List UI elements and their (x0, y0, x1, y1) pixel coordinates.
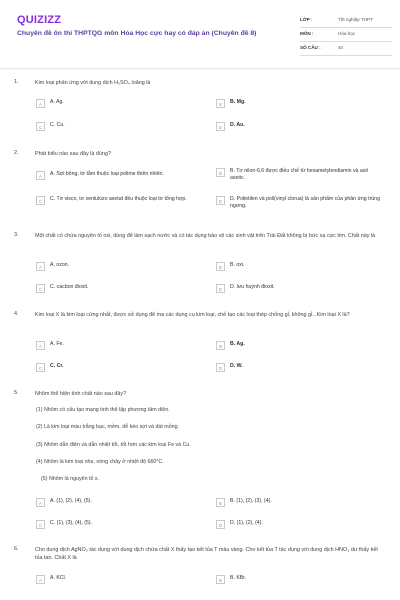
option-a[interactable] (36, 98, 196, 110)
option-d[interactable] (216, 195, 381, 211)
option-text: C. Cr. (50, 363, 64, 369)
meta-row-subject (300, 28, 392, 42)
meta-label: MÔN : (300, 31, 314, 36)
option-letter-box: A (36, 498, 45, 507)
meta-label: SỐ CÂU : (300, 45, 321, 50)
option-d[interactable] (216, 121, 376, 133)
meta-row-count (300, 42, 392, 56)
meta-value: 40 (338, 45, 344, 50)
meta-value: Hóa học (338, 31, 356, 36)
option-a[interactable] (36, 574, 196, 586)
question-text: Kim loại phản ứng với dung dịch H₂SO₄ loãng là (35, 80, 151, 86)
question-2 (14, 150, 386, 225)
option-text: B. Ag. (230, 341, 245, 347)
option-c[interactable] (36, 283, 196, 295)
option-d[interactable] (216, 283, 376, 295)
meta-panel (300, 14, 392, 56)
option-b[interactable] (216, 497, 376, 509)
statement-3: (3) Nhôm dẫn điện và dẫn nhiệt tốt, tốt hơn các kim loại Fe và Cu. (36, 442, 191, 448)
question-text: Một chất có chứa nguyên tố oxi, dùng để làm sạch nước và có tác dụng bảo vệ các sinh vật trên Trái Đất không bị bức xạ cực tím. Chất này là (35, 233, 376, 239)
option-letter-box: C (36, 122, 45, 131)
option-c[interactable] (36, 121, 196, 133)
question-6 (14, 546, 386, 596)
option-b[interactable] (216, 167, 381, 183)
question-number: 4. (14, 311, 19, 317)
option-text: C. (1), (3), (4), (5). (50, 520, 93, 526)
option-text: B. (1), (2), (3), (4). (230, 498, 272, 504)
option-text: D. Au. (230, 122, 245, 128)
statement-1: (1) Nhôm có cấu tạo mạng tinh thể lập phương tâm diện. (36, 407, 170, 413)
header-divider (0, 68, 400, 69)
option-text: A. Sợi bông, tơ tằm thuộc loại polime thiên nhiên. (50, 171, 164, 177)
option-letter-box: D (216, 284, 225, 293)
question-text: Phát biểu nào sau đây là đúng? (35, 151, 111, 157)
option-text: D. (1), (2), (4). (230, 520, 263, 526)
quizizz-logo: QUIZIZZ (17, 14, 62, 26)
option-letter-box: C (36, 284, 45, 293)
option-a[interactable] (36, 170, 216, 186)
question-text: Cho dung dịch AgNO₃ tác dụng với dung dịch chứa chất X thấy tạo kết tủa T màu vàng. Cho kết tủa T tác dụng với dung dịch HNO₃ dư thấy kết tủa tan. Chất X là (35, 547, 378, 561)
question-1 (14, 79, 386, 139)
question-number: 5. (14, 390, 19, 396)
question-text: Nhôm thể hiện tính chất nào sau đây? (35, 391, 127, 397)
question-text: Kim loại X là kim loại cứng nhất, được sử dụng để mạ các dụng cụ kim loại, chế tạo các loại thép chống gỉ, không gỉ...Kim loại X là? (35, 312, 350, 318)
option-letter-box: D (216, 196, 225, 205)
option-text: C. Cu. (50, 122, 65, 128)
statement-2: (2) Là kim loại màu trắng bạc, mềm, dễ kéo sợi và dát mỏng. (36, 424, 180, 430)
option-b[interactable] (216, 340, 376, 352)
option-text: A. KCl. (50, 575, 67, 581)
option-letter-box: B (216, 575, 225, 584)
option-text: B. KBr. (230, 575, 247, 581)
option-text: A. Ag. (50, 99, 64, 105)
question-number: 2. (14, 150, 19, 156)
option-letter-box: B (216, 168, 225, 177)
meta-value: Tốt nghiệp THPT (338, 17, 373, 22)
question-number: 1. (14, 79, 19, 85)
option-text: D. Polietilen và poli(vinyl clorua) là sản phẩm của phản ứng trùng ngưng. (230, 196, 380, 209)
option-letter-box: D (216, 122, 225, 131)
option-a[interactable] (36, 340, 196, 352)
option-text: A. Fe. (50, 341, 64, 347)
option-letter-box: A (36, 262, 45, 271)
option-letter-box: B (216, 498, 225, 507)
option-letter-box: A (36, 99, 45, 108)
option-letter-box: C (36, 196, 45, 205)
option-c[interactable] (36, 519, 196, 531)
option-text: A. ozon. (50, 262, 70, 268)
option-letter-box: B (216, 341, 225, 350)
statement-5: (5) Nhôm là nguyên tố s. (41, 476, 99, 482)
option-d[interactable] (216, 519, 376, 531)
option-text: B. Mg. (230, 99, 246, 105)
meta-row-grade (300, 14, 392, 28)
question-number: 3. (14, 232, 19, 238)
option-c[interactable] (36, 195, 216, 211)
document-header (0, 0, 400, 60)
option-text: A. (1), (2), (4), (5). (50, 498, 92, 504)
option-letter-box: C (36, 520, 45, 529)
option-b[interactable] (216, 574, 376, 586)
page-title: Chuyên đề ôn thi THPTQG môn Hóa Học cực hay có đáp án (Chuyên đề 8) (17, 30, 257, 37)
option-letter-box: A (36, 171, 45, 180)
option-a[interactable] (36, 261, 196, 273)
option-b[interactable] (216, 98, 376, 110)
option-text: B. Tơ nilon-6,6 được điều chế từ hexametylendiamin và axit axetic. (230, 168, 368, 181)
option-letter-box: D (216, 363, 225, 372)
question-3 (14, 232, 386, 300)
option-text: C. cacbon đioxit. (50, 284, 89, 290)
option-text: C. Tơ visco, tơ xenlulozo axetat đều thuộc loại tơ tổng hợp. (50, 196, 187, 202)
option-a[interactable] (36, 497, 196, 509)
option-d[interactable] (216, 362, 376, 374)
option-letter-box: A (36, 341, 45, 350)
option-text: D. W. (230, 363, 243, 369)
question-number: 6. (14, 546, 19, 552)
option-b[interactable] (216, 261, 376, 273)
option-text: B. oxi. (230, 262, 245, 268)
statement-4: (4) Nhôm là kim loại nhẹ, nóng chảy ở nhiệt độ 660°C. (36, 459, 164, 465)
question-4 (14, 311, 386, 379)
option-letter-box: D (216, 520, 225, 529)
question-5 (14, 390, 386, 535)
option-letter-box: C (36, 363, 45, 372)
meta-label: LỚP : (300, 17, 313, 22)
option-letter-box: B (216, 262, 225, 271)
option-text: D. lưu huỳnh đioxit. (230, 284, 275, 290)
option-letter-box: B (216, 99, 225, 108)
option-letter-box: A (36, 575, 45, 584)
option-c[interactable] (36, 362, 196, 374)
